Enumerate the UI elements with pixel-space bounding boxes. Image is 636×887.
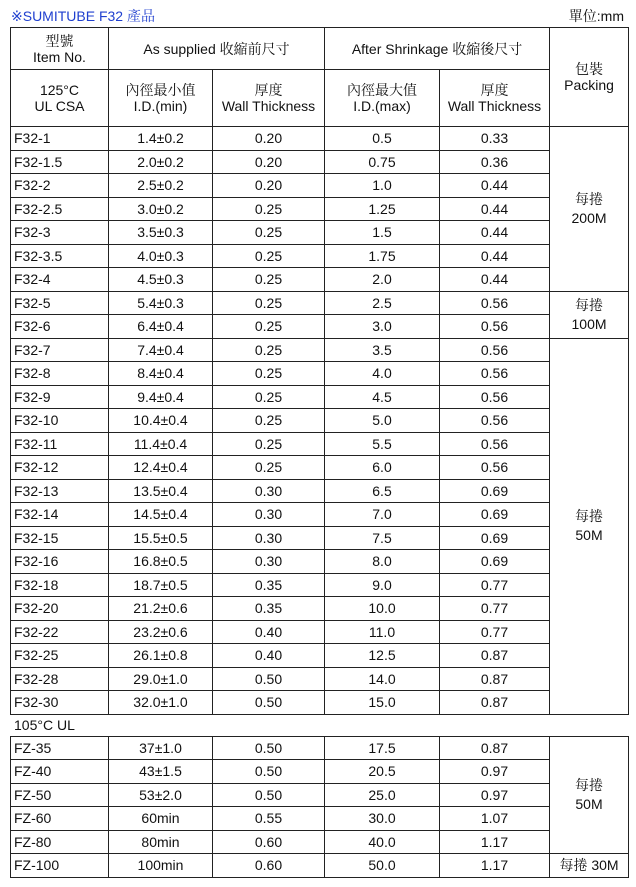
group-label: 105°C UL xyxy=(11,714,629,736)
item-cell: F32-6 xyxy=(11,315,109,339)
table-row xyxy=(11,573,629,597)
id-max-cell: 20.5 xyxy=(325,760,440,784)
item-cell: F32-1.5 xyxy=(11,150,109,174)
wall-cell: 0.50 xyxy=(213,691,325,715)
id-max-cell: 4.5 xyxy=(325,385,440,409)
table-row xyxy=(11,760,629,784)
item-cell: FZ-50 xyxy=(11,783,109,807)
table-row xyxy=(11,197,629,221)
id-min-cell: 13.5±0.4 xyxy=(109,479,213,503)
table-row xyxy=(11,830,629,854)
item-cell: F32-2 xyxy=(11,174,109,198)
table-row xyxy=(11,150,629,174)
id-min-cell: 43±1.5 xyxy=(109,760,213,784)
table-row xyxy=(11,644,629,668)
id-max-cell: 8.0 xyxy=(325,550,440,574)
id-max-cell: 3.0 xyxy=(325,315,440,339)
wall-after-cell: 0.44 xyxy=(440,197,550,221)
id-min-cell: 100min xyxy=(109,854,213,878)
id-min-cell: 4.5±0.3 xyxy=(109,268,213,292)
id-min-cell: 5.4±0.3 xyxy=(109,291,213,315)
wall-after-cell: 0.44 xyxy=(440,221,550,245)
wall-after-cell: 0.56 xyxy=(440,362,550,386)
wall-after-cell: 0.44 xyxy=(440,174,550,198)
id-min-cell: 14.5±0.4 xyxy=(109,503,213,527)
id-min-cell: 80min xyxy=(109,830,213,854)
id-min-cell: 8.4±0.4 xyxy=(109,362,213,386)
unit-label: 單位:mm xyxy=(568,8,624,24)
id-max-cell: 17.5 xyxy=(325,736,440,760)
spec-table xyxy=(10,27,629,878)
wall-cell: 0.40 xyxy=(213,620,325,644)
id-max-cell: 0.5 xyxy=(325,127,440,151)
table-row xyxy=(11,597,629,621)
wall-cell: 0.25 xyxy=(213,385,325,409)
id-max-cell: 4.0 xyxy=(325,362,440,386)
wall-cell: 0.35 xyxy=(213,573,325,597)
header-as-supplied: As supplied 收縮前尺寸 xyxy=(109,28,325,70)
id-max-cell: 14.0 xyxy=(325,667,440,691)
wall-after-cell: 0.56 xyxy=(440,409,550,433)
wall-after-cell: 1.17 xyxy=(440,854,550,878)
table-row xyxy=(11,456,629,480)
table-row xyxy=(11,385,629,409)
id-max-cell: 40.0 xyxy=(325,830,440,854)
table-row xyxy=(11,854,629,878)
wall-after-cell: 0.56 xyxy=(440,338,550,362)
item-cell: F32-13 xyxy=(11,479,109,503)
id-max-cell: 10.0 xyxy=(325,597,440,621)
item-cell: F32-8 xyxy=(11,362,109,386)
header-id-min: 內徑最小值 I.D.(min) xyxy=(109,70,213,127)
table-row xyxy=(11,291,629,315)
header-rating: 125°C UL CSA xyxy=(11,70,109,127)
wall-cell: 0.20 xyxy=(213,150,325,174)
item-cell: F32-16 xyxy=(11,550,109,574)
packing-50m: 每捲 50M xyxy=(550,338,629,714)
packing-fz-50m: 每捲 50M xyxy=(550,736,629,854)
item-cell: FZ-80 xyxy=(11,830,109,854)
packing-30m: 每捲 30M xyxy=(550,854,629,878)
wall-cell: 0.25 xyxy=(213,221,325,245)
item-cell: F32-11 xyxy=(11,432,109,456)
item-cell: F32-1 xyxy=(11,127,109,151)
wall-after-cell: 0.87 xyxy=(440,691,550,715)
id-max-cell: 1.5 xyxy=(325,221,440,245)
wall-after-cell: 0.69 xyxy=(440,550,550,574)
item-cell: FZ-60 xyxy=(11,807,109,831)
id-max-cell: 0.75 xyxy=(325,150,440,174)
id-min-cell: 18.7±0.5 xyxy=(109,573,213,597)
table-row xyxy=(11,736,629,760)
table-row xyxy=(11,667,629,691)
wall-cell: 0.30 xyxy=(213,503,325,527)
wall-cell: 0.30 xyxy=(213,526,325,550)
wall-after-cell: 0.69 xyxy=(440,479,550,503)
table-row xyxy=(11,526,629,550)
item-cell: F32-20 xyxy=(11,597,109,621)
wall-after-cell: 0.56 xyxy=(440,291,550,315)
header-row-2 xyxy=(11,70,629,127)
item-cell: FZ-35 xyxy=(11,736,109,760)
table-row xyxy=(11,268,629,292)
wall-after-cell: 0.97 xyxy=(440,783,550,807)
wall-cell: 0.50 xyxy=(213,783,325,807)
wall-after-cell: 0.87 xyxy=(440,667,550,691)
id-max-cell: 2.5 xyxy=(325,291,440,315)
id-min-cell: 60min xyxy=(109,807,213,831)
wall-cell: 0.60 xyxy=(213,854,325,878)
wall-cell: 0.50 xyxy=(213,667,325,691)
wall-cell: 0.25 xyxy=(213,291,325,315)
id-max-cell: 6.0 xyxy=(325,456,440,480)
table-row xyxy=(11,550,629,574)
item-cell: F32-10 xyxy=(11,409,109,433)
wall-after-cell: 0.77 xyxy=(440,597,550,621)
wall-cell: 0.50 xyxy=(213,736,325,760)
id-min-cell: 1.4±0.2 xyxy=(109,127,213,151)
item-cell: F32-5 xyxy=(11,291,109,315)
wall-cell: 0.25 xyxy=(213,456,325,480)
item-cell: F32-3 xyxy=(11,221,109,245)
table-row xyxy=(11,807,629,831)
item-cell: F32-9 xyxy=(11,385,109,409)
wall-after-cell: 0.56 xyxy=(440,432,550,456)
id-max-cell: 2.0 xyxy=(325,268,440,292)
wall-cell: 0.30 xyxy=(213,550,325,574)
item-cell: F32-18 xyxy=(11,573,109,597)
wall-after-cell: 0.56 xyxy=(440,456,550,480)
wall-after-cell: 1.17 xyxy=(440,830,550,854)
header-row-1 xyxy=(11,28,629,70)
id-max-cell: 11.0 xyxy=(325,620,440,644)
wall-after-cell: 0.44 xyxy=(440,244,550,268)
header-item-no: 型號 Item No. xyxy=(11,28,109,70)
wall-after-cell: 0.56 xyxy=(440,315,550,339)
id-min-cell: 3.0±0.2 xyxy=(109,197,213,221)
item-cell: FZ-40 xyxy=(11,760,109,784)
table-row xyxy=(11,783,629,807)
id-max-cell: 3.5 xyxy=(325,338,440,362)
item-cell: F32-4 xyxy=(11,268,109,292)
id-max-cell: 1.0 xyxy=(325,174,440,198)
id-max-cell: 7.5 xyxy=(325,526,440,550)
wall-after-cell: 0.69 xyxy=(440,503,550,527)
id-max-cell: 25.0 xyxy=(325,783,440,807)
id-min-cell: 26.1±0.8 xyxy=(109,644,213,668)
item-cell: F32-3.5 xyxy=(11,244,109,268)
wall-cell: 0.35 xyxy=(213,597,325,621)
id-max-cell: 5.5 xyxy=(325,432,440,456)
page-title: ※SUMITUBE F32 產品 xyxy=(11,8,155,24)
item-cell: F32-22 xyxy=(11,620,109,644)
id-max-cell: 7.0 xyxy=(325,503,440,527)
id-max-cell: 9.0 xyxy=(325,573,440,597)
id-min-cell: 2.0±0.2 xyxy=(109,150,213,174)
id-min-cell: 11.4±0.4 xyxy=(109,432,213,456)
table-row xyxy=(11,432,629,456)
wall-cell: 0.30 xyxy=(213,479,325,503)
table-row xyxy=(11,691,629,715)
id-max-cell: 6.5 xyxy=(325,479,440,503)
id-max-cell: 15.0 xyxy=(325,691,440,715)
wall-cell: 0.25 xyxy=(213,244,325,268)
id-min-cell: 4.0±0.3 xyxy=(109,244,213,268)
id-min-cell: 6.4±0.4 xyxy=(109,315,213,339)
header-wall-thickness-after: 厚度 Wall Thickness xyxy=(440,70,550,127)
id-max-cell: 5.0 xyxy=(325,409,440,433)
wall-cell: 0.25 xyxy=(213,409,325,433)
id-max-cell: 12.5 xyxy=(325,644,440,668)
item-cell: F32-30 xyxy=(11,691,109,715)
item-cell: F32-15 xyxy=(11,526,109,550)
id-min-cell: 9.4±0.4 xyxy=(109,385,213,409)
table-row xyxy=(11,409,629,433)
wall-after-cell: 0.36 xyxy=(440,150,550,174)
table-row xyxy=(11,620,629,644)
header-packing: 包裝 Packing xyxy=(550,28,629,127)
id-min-cell: 7.4±0.4 xyxy=(109,338,213,362)
wall-cell: 0.20 xyxy=(213,174,325,198)
item-cell: F32-12 xyxy=(11,456,109,480)
id-min-cell: 3.5±0.3 xyxy=(109,221,213,245)
table-row xyxy=(11,479,629,503)
wall-after-cell: 0.69 xyxy=(440,526,550,550)
id-max-cell: 1.75 xyxy=(325,244,440,268)
table-row xyxy=(11,315,629,339)
id-min-cell: 2.5±0.2 xyxy=(109,174,213,198)
item-cell: F32-14 xyxy=(11,503,109,527)
id-max-cell: 50.0 xyxy=(325,854,440,878)
item-cell: F32-7 xyxy=(11,338,109,362)
id-min-cell: 16.8±0.5 xyxy=(109,550,213,574)
wall-cell: 0.25 xyxy=(213,432,325,456)
wall-after-cell: 0.56 xyxy=(440,385,550,409)
header-id-max: 內徑最大值 I.D.(max) xyxy=(325,70,440,127)
wall-after-cell: 0.77 xyxy=(440,573,550,597)
wall-cell: 0.20 xyxy=(213,127,325,151)
item-cell: F32-2.5 xyxy=(11,197,109,221)
wall-cell: 0.50 xyxy=(213,760,325,784)
table-row xyxy=(11,127,629,151)
id-max-cell: 1.25 xyxy=(325,197,440,221)
id-min-cell: 53±2.0 xyxy=(109,783,213,807)
wall-after-cell: 0.33 xyxy=(440,127,550,151)
wall-after-cell: 1.07 xyxy=(440,807,550,831)
id-min-cell: 10.4±0.4 xyxy=(109,409,213,433)
wall-cell: 0.60 xyxy=(213,830,325,854)
id-min-cell: 21.2±0.6 xyxy=(109,597,213,621)
id-min-cell: 23.2±0.6 xyxy=(109,620,213,644)
table-row xyxy=(11,244,629,268)
id-min-cell: 37±1.0 xyxy=(109,736,213,760)
table-row xyxy=(11,174,629,198)
id-min-cell: 15.5±0.5 xyxy=(109,526,213,550)
group-header-row xyxy=(11,714,629,736)
wall-cell: 0.40 xyxy=(213,644,325,668)
wall-after-cell: 0.44 xyxy=(440,268,550,292)
wall-after-cell: 0.77 xyxy=(440,620,550,644)
header-wall-thickness: 厚度 Wall Thickness xyxy=(213,70,325,127)
wall-cell: 0.25 xyxy=(213,197,325,221)
item-cell: F32-28 xyxy=(11,667,109,691)
wall-cell: 0.25 xyxy=(213,268,325,292)
id-min-cell: 12.4±0.4 xyxy=(109,456,213,480)
item-cell: FZ-100 xyxy=(11,854,109,878)
table-row xyxy=(11,221,629,245)
wall-after-cell: 0.97 xyxy=(440,760,550,784)
packing-200m: 每捲 200M xyxy=(550,127,629,292)
table-row xyxy=(11,362,629,386)
packing-100m: 每捲 100M xyxy=(550,291,629,338)
id-min-cell: 29.0±1.0 xyxy=(109,667,213,691)
header-after-shrinkage: After Shrinkage 收縮後尺寸 xyxy=(325,28,550,70)
wall-after-cell: 0.87 xyxy=(440,736,550,760)
wall-after-cell: 0.87 xyxy=(440,644,550,668)
item-cell: F32-25 xyxy=(11,644,109,668)
wall-cell: 0.25 xyxy=(213,338,325,362)
table-row xyxy=(11,338,629,362)
wall-cell: 0.25 xyxy=(213,315,325,339)
wall-cell: 0.55 xyxy=(213,807,325,831)
id-max-cell: 30.0 xyxy=(325,807,440,831)
id-min-cell: 32.0±1.0 xyxy=(109,691,213,715)
wall-cell: 0.25 xyxy=(213,362,325,386)
table-row xyxy=(11,503,629,527)
